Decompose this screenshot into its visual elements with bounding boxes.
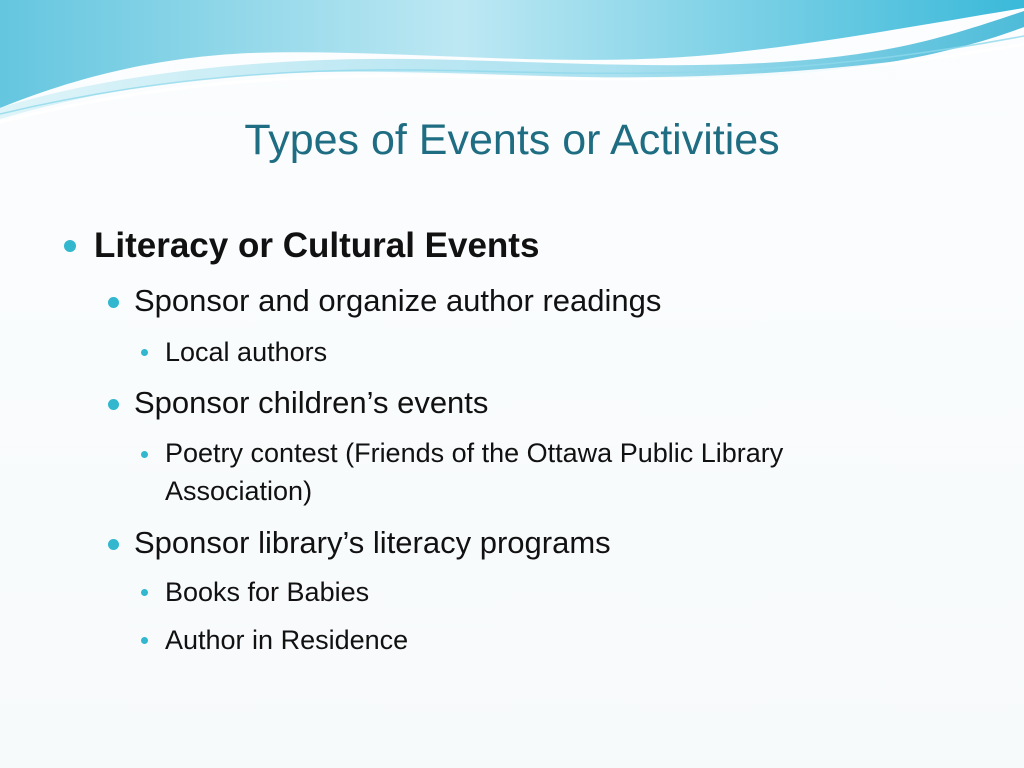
level2-item: Sponsor and organize author readings: [134, 283, 662, 318]
level3-item: Local authors: [165, 337, 328, 367]
level3-item: Author in Residence: [165, 625, 409, 655]
level2-item: Sponsor library’s literacy programs: [134, 525, 611, 560]
bullet-icon: [141, 589, 148, 596]
bullet-icon: [141, 451, 148, 458]
bullet-icon: [64, 240, 76, 252]
level3-item: Books for Babies: [165, 577, 370, 607]
bullet-icon: [141, 349, 148, 356]
level1-item: Literacy or Cultural Events: [94, 226, 540, 265]
bullet-icon: [108, 297, 119, 308]
bullet-icon: [108, 399, 119, 410]
level2-item: Sponsor children’s events: [134, 385, 489, 420]
slide-title: Types of Events or Activities: [244, 116, 780, 164]
level3-item: Poetry contest (Friends of the Ottawa Public Library Association): [165, 438, 784, 506]
bullet-icon: [141, 637, 148, 644]
bullet-icon: [108, 539, 119, 550]
